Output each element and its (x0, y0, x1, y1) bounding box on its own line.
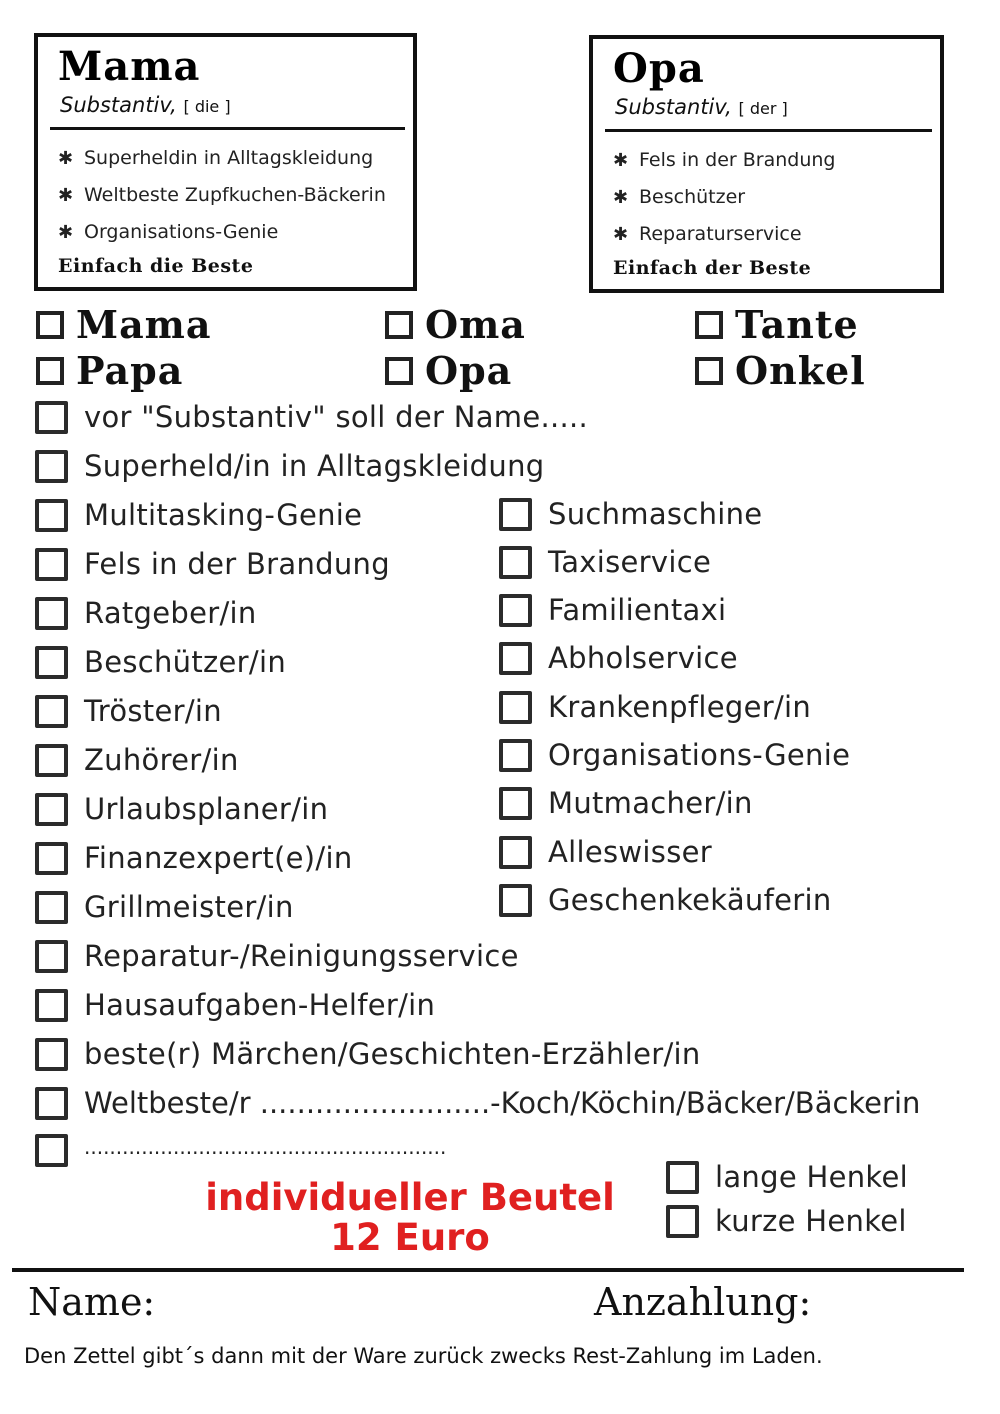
checkbox[interactable] (666, 1205, 699, 1238)
role-option-mama[interactable]: Mama (36, 302, 212, 347)
name-field-label: Name: (28, 1280, 156, 1324)
checkbox[interactable] (499, 884, 532, 917)
card-footer: Einfach der Beste (613, 257, 812, 279)
option-finanzexperte[interactable]: Finanzexpert(e)/in (35, 841, 353, 875)
card-word-type: Substantiv, [ der ] (615, 95, 788, 119)
card-article: [ die ] (183, 97, 231, 116)
option-fels[interactable]: Fels in der Brandung (35, 547, 390, 581)
option-substantiv-name[interactable]: vor "Substantiv" soll der Name..... (35, 400, 588, 434)
card-item-list (58, 147, 386, 258)
option-lange-henkel[interactable]: lange Henkel (666, 1160, 908, 1194)
definition-card-opa (589, 35, 944, 293)
option-abholservice[interactable]: Abholservice (499, 641, 738, 675)
card-word-type: Substantiv, [ die ] (60, 93, 231, 117)
footer-note: Den Zettel gibt´s dann mit der Ware zurück zwecks Rest-Zahlung im Laden. (24, 1344, 823, 1368)
card-footer: Einfach die Beste (58, 255, 254, 277)
option-familientaxi[interactable]: Familientaxi (499, 593, 726, 627)
checkbox[interactable] (499, 594, 532, 627)
asterisk-icon: ✱ (613, 224, 629, 245)
checkbox[interactable] (499, 836, 532, 869)
card-item: ✱ Superheldin in Alltagskleidung (58, 147, 374, 169)
option-ratgeber[interactable]: Ratgeber/in (35, 596, 257, 630)
role-option-oma[interactable]: Oma (385, 302, 526, 347)
price-label (205, 1178, 615, 1258)
checkbox[interactable] (695, 311, 723, 339)
card-title: Opa (613, 45, 705, 92)
option-grillmeister[interactable]: Grillmeister/in (35, 890, 294, 924)
option-suchmaschine[interactable]: Suchmaschine (499, 497, 762, 531)
option-mutmacher[interactable]: Mutmacher/in (499, 786, 753, 820)
asterisk-icon: ✱ (613, 187, 629, 208)
option-geschenkekaeuferin[interactable]: Geschenkekäuferin (499, 883, 832, 917)
checkbox[interactable] (35, 597, 68, 630)
card-item: ✱ Organisations-Genie (58, 221, 279, 243)
option-multitasking[interactable]: Multitasking-Genie (35, 498, 362, 532)
checkbox[interactable] (35, 499, 68, 532)
checkbox[interactable] (499, 739, 532, 772)
checkbox[interactable] (35, 548, 68, 581)
option-urlaubsplaner[interactable]: Urlaubsplaner/in (35, 792, 328, 826)
card-article: [ der ] (738, 99, 788, 118)
option-zuhoerer[interactable]: Zuhörer/in (35, 743, 239, 777)
checkbox[interactable] (499, 642, 532, 675)
card-item: ✱ Beschützer (613, 186, 746, 208)
card-divider (605, 129, 932, 132)
option-taxiservice[interactable]: Taxiservice (499, 545, 711, 579)
price-amount: 12 Euro (330, 1216, 490, 1259)
checkbox[interactable] (499, 498, 532, 531)
option-beschuetzer[interactable]: Beschützer/in (35, 645, 286, 679)
checkbox[interactable] (695, 357, 723, 385)
role-option-opa[interactable]: Opa (385, 348, 512, 393)
checkbox[interactable] (385, 311, 413, 339)
option-hausaufgaben[interactable]: Hausaufgaben-Helfer/in (35, 988, 435, 1022)
checkbox[interactable] (35, 891, 68, 924)
card-item-list (613, 149, 836, 260)
card-item: ✱ Weltbeste Zupfkuchen-Bäckerin (58, 184, 386, 206)
checkbox[interactable] (35, 1087, 68, 1120)
checkbox[interactable] (35, 989, 68, 1022)
checkbox[interactable] (36, 311, 64, 339)
checkbox[interactable] (35, 793, 68, 826)
deposit-field-label: Anzahlung: (594, 1280, 812, 1324)
checkbox[interactable] (35, 842, 68, 875)
option-custom[interactable]: ......................................................... (35, 1134, 446, 1167)
card-title: Mama (58, 43, 201, 90)
price-product: individueller Beutel (205, 1176, 615, 1219)
option-maerchen[interactable]: beste(r) Märchen/Geschichten-Erzähler/in (35, 1037, 701, 1071)
option-superheld[interactable]: Superheld/in in Alltagskleidung (35, 449, 544, 483)
asterisk-icon: ✱ (58, 222, 74, 243)
card-item: ✱ Reparaturservice (613, 223, 802, 245)
checkbox[interactable] (35, 940, 68, 973)
checkbox[interactable] (499, 546, 532, 579)
checkbox[interactable] (35, 450, 68, 483)
option-troester[interactable]: Tröster/in (35, 694, 222, 728)
checkbox[interactable] (35, 695, 68, 728)
checkbox[interactable] (35, 744, 68, 777)
option-kurze-henkel[interactable]: kurze Henkel (666, 1204, 907, 1238)
checkbox[interactable] (499, 787, 532, 820)
option-krankenpfleger[interactable]: Krankenpfleger/in (499, 690, 811, 724)
option-weltbeste[interactable]: Weltbeste/r .........................-Koch/Köchin/Bäcker/Bäckerin (35, 1086, 920, 1120)
checkbox[interactable] (35, 646, 68, 679)
option-alleswisser[interactable]: Alleswisser (499, 835, 712, 869)
checkbox[interactable] (35, 1134, 68, 1167)
card-divider (50, 127, 405, 130)
card-item: ✱ Fels in der Brandung (613, 149, 836, 171)
checkbox[interactable] (499, 691, 532, 724)
checkbox[interactable] (666, 1161, 699, 1194)
definition-card-mama (34, 33, 417, 291)
asterisk-icon: ✱ (613, 150, 629, 171)
footer-divider (12, 1268, 964, 1272)
checkbox[interactable] (385, 357, 413, 385)
asterisk-icon: ✱ (58, 148, 74, 169)
option-reparatur[interactable]: Reparatur-/Reinigungsservice (35, 939, 519, 973)
checkbox[interactable] (35, 1038, 68, 1071)
checkbox[interactable] (36, 357, 64, 385)
checkbox[interactable] (35, 401, 68, 434)
option-organisations-genie[interactable]: Organisations-Genie (499, 738, 850, 772)
role-option-tante[interactable]: Tante (695, 302, 859, 347)
role-option-onkel[interactable]: Onkel (695, 348, 866, 393)
asterisk-icon: ✱ (58, 185, 74, 206)
role-option-papa[interactable]: Papa (36, 348, 183, 393)
